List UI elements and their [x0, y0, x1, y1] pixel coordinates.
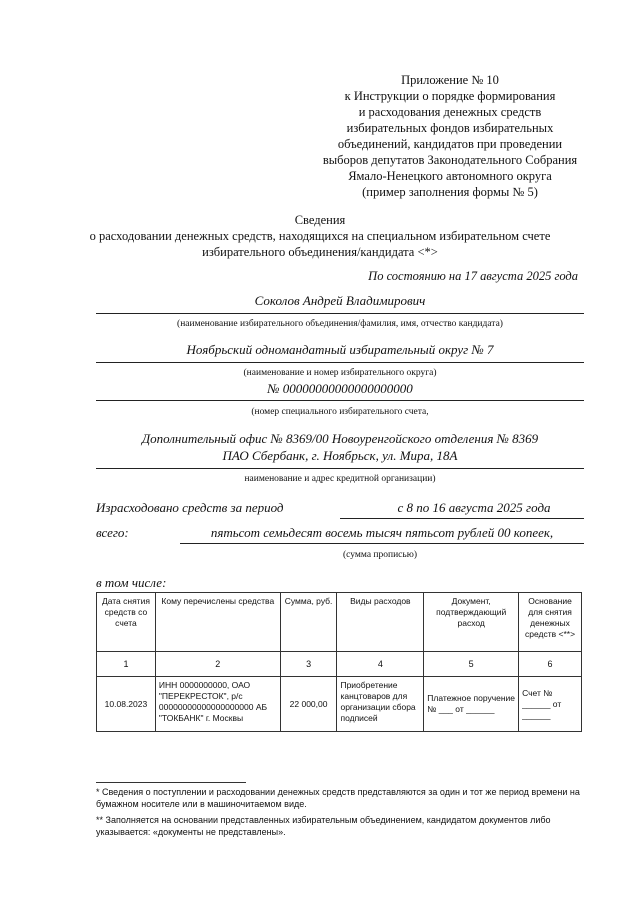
- column-number: 1: [97, 652, 156, 677]
- table-number-row: [97, 652, 582, 677]
- cell-sum: 22 000,00: [280, 677, 337, 732]
- including-label: в том числе:: [96, 575, 167, 590]
- account-caption: (номер специального избирательного счета,: [251, 407, 429, 417]
- cell-recipient: ИНН 0000000000, ОАО "ПЕРЕКРЕСТОК", р/с 00000000000000000000 АБ "ТОКБАНК" г. Москвы: [155, 677, 280, 732]
- table-row: [97, 677, 582, 732]
- appendix-line: Ямало-Ненецкого автономного округа: [348, 169, 552, 183]
- cell-expense-type: Приобретение канцтоваров для организации сбора подписей: [337, 677, 424, 732]
- header-sum: Сумма, руб.: [280, 593, 337, 652]
- footnote-2: ** Заполняется на основании представленных избирательным объединением, кандидатом документов либо указывается: «документы не представлены».: [96, 815, 551, 837]
- bank-line-2: ПАО Сбербанк, г. Ноябрьск, ул. Мира, 18А: [222, 448, 458, 463]
- period-value: с 8 по 16 августа 2025 года: [397, 500, 551, 515]
- cell-document: Платежное поручение № ___ от ______: [424, 677, 519, 732]
- period-underline: [340, 518, 584, 519]
- footnotes: [96, 786, 604, 842]
- appendix-line: объединений, кандидатов при проведении: [337, 137, 563, 151]
- appendix-line: к Инструкции о порядке формирования: [344, 89, 556, 103]
- district-caption: (наименование и номер избирательного округа): [243, 368, 437, 378]
- column-number: 2: [155, 652, 280, 677]
- account-underline: [96, 400, 584, 401]
- document-title: [40, 212, 600, 260]
- bank-caption: наименование и адрес кредитной организации): [244, 474, 436, 484]
- column-number: 6: [519, 652, 582, 677]
- cell-basis: Счет № ______ от ______: [519, 677, 582, 732]
- appendix-header: [300, 72, 600, 200]
- total-caption: (сумма прописью): [343, 550, 417, 560]
- bank-underline: [96, 468, 584, 469]
- table-header-row: [97, 593, 582, 652]
- appendix-line: избирательных фондов избирательных: [346, 121, 554, 135]
- header-date: Дата снятия средств со счета: [97, 593, 156, 652]
- bank-line-1: Дополнительный офис № 8369/00 Новоуренгойского отделения № 8369: [141, 431, 539, 446]
- footnote-divider: [96, 782, 246, 783]
- header-basis: Основание для снятия денежных средств <**>: [519, 593, 582, 652]
- total-underline: [180, 543, 584, 544]
- header-document: Документ, подтверждающий расход: [424, 593, 519, 652]
- total-amount-words: пятьсот семьдесят восемь тысяч пятьсот рублей 00 копеек,: [210, 525, 554, 540]
- district-name: Ноябрьский одномандатный избирательный округ № 7: [186, 342, 494, 357]
- total-label: всего:: [96, 525, 129, 540]
- candidate-caption: (наименование избирательного объединения/фамилия, имя, отчество кандидата): [177, 319, 503, 329]
- candidate-name: Соколов Андрей Владимирович: [254, 293, 426, 308]
- appendix-line: выборов депутатов Законодательного Собрания: [322, 153, 578, 167]
- candidate-underline: [96, 313, 584, 314]
- column-number: 5: [424, 652, 519, 677]
- title-heading: Сведения: [294, 213, 346, 227]
- appendix-line: Приложение № 10: [401, 73, 499, 87]
- appendix-line: и расходования денежных средств: [358, 105, 542, 119]
- as-of-date: По состоянию на 17 августа 2025 года: [368, 269, 578, 283]
- period-label: Израсходовано средств за период: [96, 500, 284, 515]
- title-line-1: о расходовании денежных средств, находящихся на специальном избирательном счете: [89, 229, 551, 243]
- header-expense-type: Виды расходов: [337, 593, 424, 652]
- column-number: 4: [337, 652, 424, 677]
- expenses-table: [96, 592, 582, 732]
- appendix-line: (пример заполнения формы № 5): [362, 185, 538, 199]
- header-recipient: Кому перечислены средства: [155, 593, 280, 652]
- district-underline: [96, 362, 584, 363]
- footnote-1: * Сведения о поступлении и расходовании денежных средств представляются за один и тот же период времени на бумажном носителе или в машиночитаемом виде.: [96, 787, 580, 809]
- cell-date: 10.08.2023: [97, 677, 156, 732]
- account-number: № 00000000000000000000: [267, 381, 413, 396]
- title-line-2: избирательного объединения/кандидата <*>: [202, 245, 438, 259]
- column-number: 3: [280, 652, 337, 677]
